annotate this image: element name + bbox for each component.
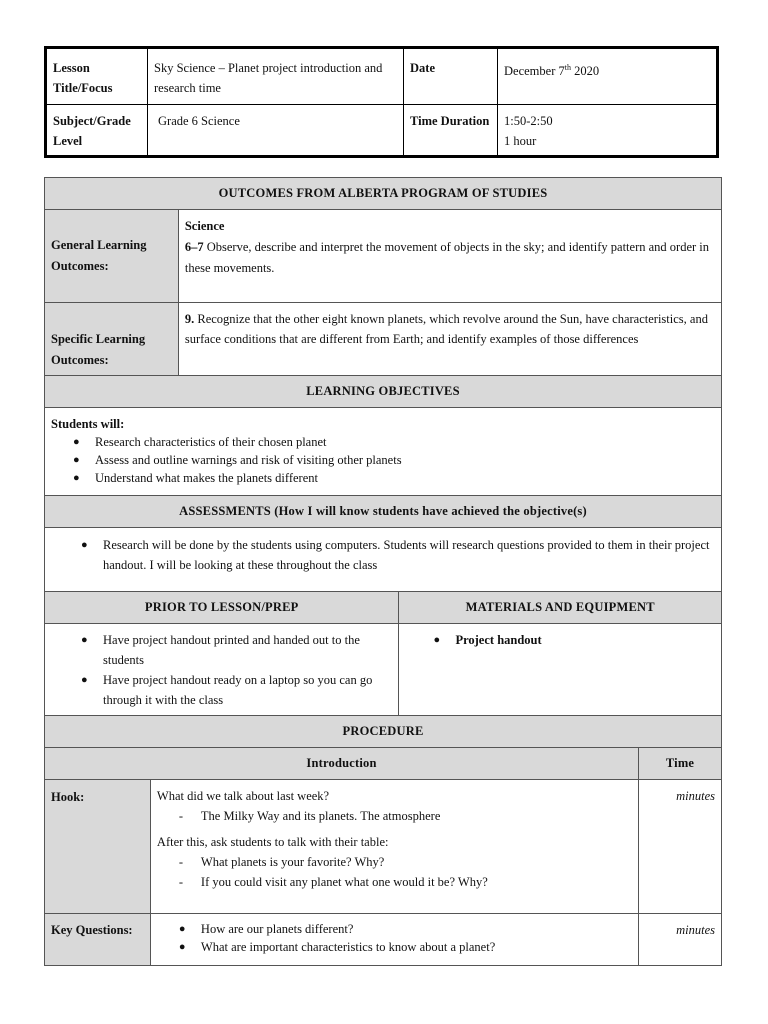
objectives-heading: LEARNING OBJECTIVES	[45, 376, 722, 408]
list-item: ● Have project handout ready on a laptop so you can go through it with the class	[103, 670, 392, 710]
lesson-plan-table	[44, 177, 722, 966]
date-value: December 7th 2020	[498, 48, 718, 105]
hook-questions-list	[157, 852, 632, 892]
introduction-heading: Introduction	[45, 748, 639, 780]
prep-heading: PRIOR TO LESSON/PREP	[45, 592, 399, 624]
hook-after: After this, ask students to talk with their table:	[156, 835, 389, 849]
list-item: ● What are important characteristics to know about a planet?	[201, 938, 632, 956]
objectives-list	[51, 433, 715, 487]
materials-heading: MATERIALS AND EQUIPMENT	[399, 592, 722, 624]
list-item: ● Have project handout printed and handed out to the students	[103, 630, 392, 670]
lesson-title-value: Sky Science – Planet project introduction and research time	[148, 48, 404, 105]
assessments-heading: ASSESSMENTS (How I will know students have achieved the objective(s)	[45, 496, 722, 528]
hook-question: What did we talk about last week?	[156, 789, 330, 803]
lesson-header-table	[44, 46, 719, 158]
list-item: - The Milky Way and its planets. The atmosphere	[201, 806, 632, 826]
materials-list	[405, 630, 715, 650]
objectives-intro: Students will:	[51, 417, 125, 431]
specific-outcomes-label: Specific Learning Outcomes:	[45, 303, 179, 376]
key-questions-time: minutes	[639, 914, 722, 966]
list-item: ● Assess and outline warnings and risk of visiting other planets	[95, 451, 715, 469]
list-item: ● Project handout	[455, 630, 715, 650]
time-value: 1:50-2:50 1 hour	[498, 105, 718, 157]
prep-list	[51, 630, 392, 710]
materials-content	[399, 624, 722, 716]
objectives-content	[45, 408, 722, 496]
hook-content	[150, 780, 638, 914]
hook-time: minutes	[639, 780, 722, 914]
time-label: Time Duration	[404, 105, 498, 157]
list-item: ● Understand what makes the planets different	[95, 469, 715, 487]
key-questions-label: Key Questions:	[45, 914, 151, 966]
prep-content	[45, 624, 399, 716]
list-item: ● Research will be done by the students using computers. Students will research questions provided to them in their project handout. I will be looking at these throughout the class	[103, 535, 715, 575]
key-questions-content	[150, 914, 638, 966]
procedure-heading: PROCEDURE	[45, 716, 722, 748]
hook-label: Hook:	[45, 780, 151, 914]
list-item: - If you could visit any planet what one would it be? Why?	[201, 872, 632, 892]
general-outcomes-text: Science 6–7 Observe, describe and interpret the movement of objects in the sky; and identify pattern and order in these movements.	[178, 210, 721, 303]
lesson-title-label: Lesson Title/Focus	[46, 48, 148, 105]
subject-value: Grade 6 Science	[148, 105, 404, 157]
time-heading: Time	[639, 748, 722, 780]
specific-outcomes-text: 9. Recognize that the other eight known planets, which revolve around the Sun, have characteristics, and surface conditions that are different from Earth; and identify examples of those differences	[178, 303, 721, 376]
assessments-list	[51, 535, 715, 575]
assessments-content	[45, 528, 722, 592]
list-item: ● How are our planets different?	[201, 920, 632, 938]
key-questions-list	[157, 920, 632, 956]
hook-answer-list	[157, 806, 632, 826]
subject-label: Subject/Grade Level	[46, 105, 148, 157]
general-outcomes-label: General Learning Outcomes:	[45, 210, 179, 303]
outcomes-heading: OUTCOMES FROM ALBERTA PROGRAM OF STUDIES	[45, 178, 722, 210]
list-item: - What planets is your favorite? Why?	[201, 852, 632, 872]
date-label: Date	[404, 48, 498, 105]
list-item: ● Research characteristics of their chosen planet	[95, 433, 715, 451]
